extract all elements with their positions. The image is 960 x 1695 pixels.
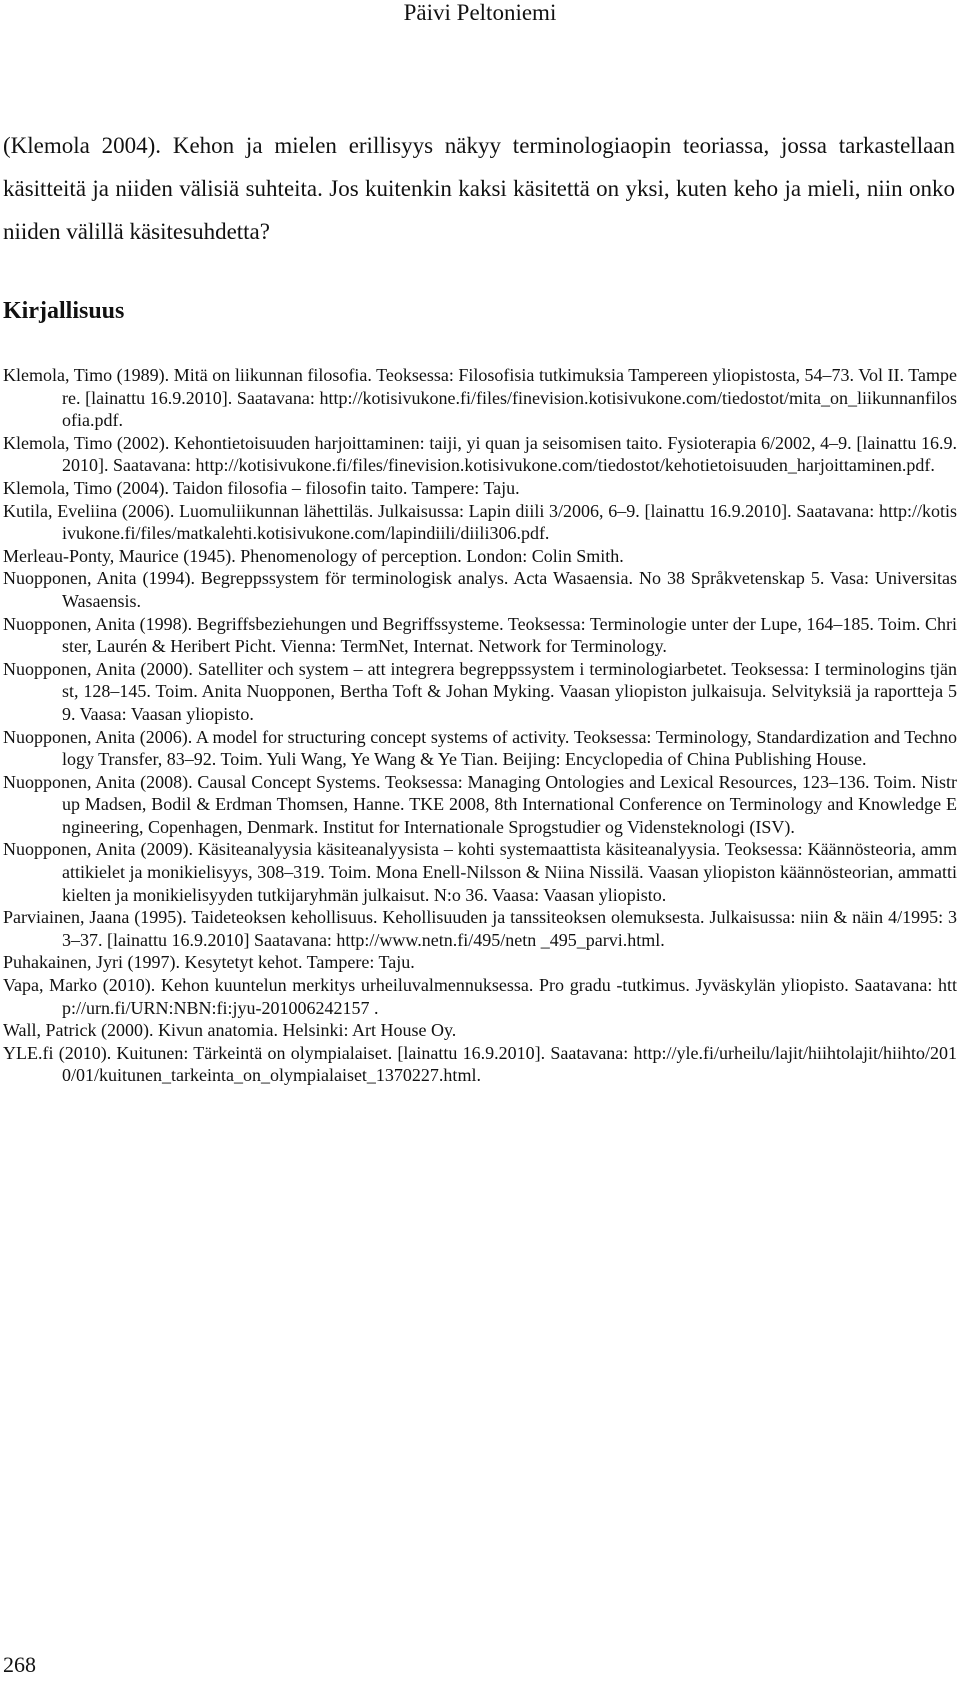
reference-item: Klemola, Timo (2004). Taidon filosofia – filosofin taito. Tampere: Taju.	[3, 477, 520, 498]
reference-item: Nuopponen, Anita (2008). Causal Concept Systems. Teoksessa: Managing Ontologies and Lexical Resources, 123–136. Toim. Nistrup Madsen, Bodil & Erdman Thomsen, Hanne. TKE 2008, 8th International Conference on Terminology and Knowledge Engineering, Copenhagen, Denmark. Institut for Internationale Sprogstudier og Vidensteknologi (ISV).	[3, 771, 957, 837]
running-header-author: Päivi Peltoniemi	[403, 0, 557, 25]
reference-item: YLE.fi (2010). Kuitunen: Tärkeintä on olympialaiset. [lainattu 16.9.2010]. Saatavana: http://yle.fi/urheilu/lajit/hiihtolajit/hiihto/2010/01/kuitunen_tarkeinta_on_olympialaiset_1370227.html.	[3, 1042, 957, 1086]
reference-item: Merleau-Ponty, Maurice (1945). Phenomenology of perception. London: Colin Smith.	[3, 545, 624, 566]
reference-item: Kutila, Eveliina (2006). Luomuliikunnan lähettiläs. Julkaisussa: Lapin diili 3/2006, 6–9. [lainattu 16.9.2010]. Saatavana: http://kotisivukone.fi/files/matkalehti.kotisivukone.com/lapindiili/diili306.pdf.	[3, 500, 957, 544]
reference-item: Puhakainen, Jyri (1997). Kesytetyt kehot. Tampere: Taju.	[3, 952, 415, 973]
section-heading-references: Kirjallisuus	[3, 298, 125, 324]
reference-item: Nuopponen, Anita (2006). A model for structuring concept systems of activity. Teoksessa: Terminology, Standardization and Technology Transfer, 83–92. Toim. Yuli Wang, Ye Wang & Ye Tian. Beijing: Encyclopedia of China Publishing House.	[3, 726, 957, 770]
reference-item: Vapa, Marko (2010). Kehon kuuntelun merkitys urheiluvalmennuksessa. Pro gradu -tutkimus. Jyväskylän yliopisto. Saatavana: http://urn.fi/URN:NBN:fi:jyu-201006242157 .	[3, 975, 957, 1018]
reference-item: Nuopponen, Anita (2000). Satelliter och system – att integrera begreppssystem i terminologiarbetet. Teoksessa: I terminologins tjänst, 128–145. Toim. Anita Nuopponen, Bertha Toft & Johan Myking. Vaasan yliopiston julkaisuja. Selvityksiä ja raportteja 59. Vaasa: Vaasan yliopisto.	[3, 658, 957, 724]
reference-item: Nuopponen, Anita (2009). Käsiteanalyysia käsiteanalyysista – kohti systemaattista käsiteanalyysia. Teoksessa: Käännösteoria, ammattikielet ja monikielisyys, 308–319. Toim. Mona Enell-Nilsson & Niina Nissilä. Vaasan yliopiston käännösteorian, ammattikielten ja monikielisyyden tutkijaryhmän julkaisut. N:o 36. Vaasa: Vaasan yliopisto.	[3, 839, 957, 905]
page-number: 268	[3, 1652, 36, 1677]
body-paragraph: (Klemola 2004). Kehon ja mielen erillisyys näkyy terminologiaopin teoriassa, jossa tarkastellaan käsitteitä ja niiden välisiä suhteita. Jos kuitenkin kaksi käsitettä on yksi, kuten keho ja mieli, niin onko niiden välillä käsitesuhdetta?	[3, 133, 955, 244]
reference-item: Klemola, Timo (2002). Kehontietoisuuden harjoittaminen: taiji, yi quan ja seisomisen taito. Fysioterapia 6/2002, 4–9. [lainattu 16.9.2010]. Saatavana: http://kotisivukone.fi/files/finevision.kotisivukone.com/tiedostot/kehotietoisuuden_harjoittaminen.pdf.	[3, 432, 957, 476]
reference-item: Klemola, Timo (1989). Mitä on liikunnan filosofia. Teoksessa: Filosofisia tutkimuksia Tampereen yliopistosta, 54–73. Vol II. Tampere. [lainattu 16.9.2010]. Saatavana: http://kotisivukone.fi/files/finevision.kotisivukone.com/tiedostot/mita_on_liikunnanfilosofia.pdf.	[3, 365, 957, 431]
reference-list	[3, 364, 957, 1087]
reference-item: Nuopponen, Anita (1998). Begriffsbeziehungen und Begriffssysteme. Teoksessa: Terminologie unter der Lupe, 164–185. Toim. Christer, Laurén & Heribert Picht. Vienna: TermNet, Internat. Network for Terminology.	[3, 613, 957, 657]
reference-item: Nuopponen, Anita (1994). Begreppssystem för terminologisk analys. Acta Wasaensia. No 38 Språkvetenskap 5. Vasa: Universitas Wasaensis.	[3, 568, 957, 611]
reference-item: Parviainen, Jaana (1995). Taideteoksen kehollisuus. Kehollisuuden ja tanssiteoksen olemuksesta. Julkaisussa: niin & näin 4/1995: 33–37. [lainattu 16.9.2010] Saatavana: http://www.netn.fi/495/netn _495_parvi.html.	[3, 907, 957, 950]
reference-item: Wall, Patrick (2000). Kivun anatomia. Helsinki: Art House Oy.	[3, 1020, 457, 1041]
